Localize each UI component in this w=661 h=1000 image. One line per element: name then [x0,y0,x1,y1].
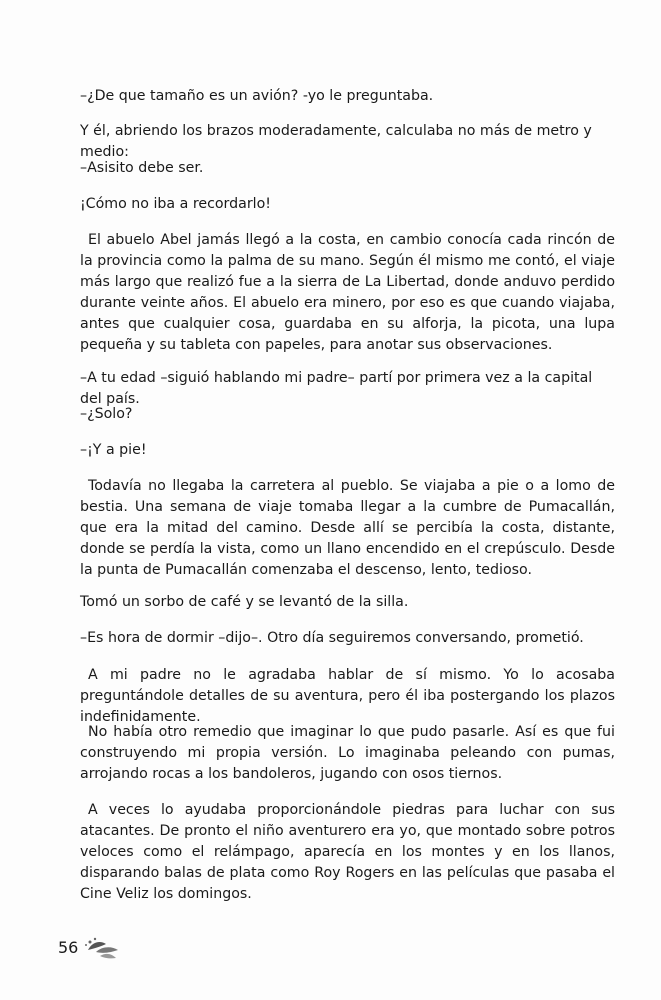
paragraph-dialogue-6: –Es hora de dormir –dijo–. Otro día seguiremos conversando, prometió. [80,630,584,646]
paragraph-imaginacion: No había otro remedio que imaginar lo que pudo pasarle. Así es que fui construyendo mi propia versión. Lo imaginaba peleando con pumas, arrojando rocas a los bandoleros, jugando con osos tiernos. [80,724,615,782]
paragraph-narration-1: Y él, abriendo los brazos moderadamente, calculaba no más de metro y medio: [80,123,592,160]
paragraph-dialogue-3: –A tu edad –siguió hablando mi padre– partí por primera vez a la capital del país. [80,370,593,407]
paragraph-pumacallan: Todavía no llegaba la carretera al pueblo. Se viajaba a pie o a lomo de bestia. Una semana de viaje tomaba llegar a la cumbre de Pumacallán, que era la mitad del camino. Desde allí se percibía la costa, distante, donde se perdía la vista, como un llano encendido en el crepúsculo. Desde la punta de Pumacallán comenzaba el descenso, lento, tedioso. [80,478,615,578]
paragraph-dialogue-1: –¿De que tamaño es un avión? -yo le preguntaba. [80,88,434,104]
paragraph-abuelo-abel: El abuelo Abel jamás llegó a la costa, en cambio conocía cada rincón de la provincia como la palma de su mano. Según él mismo me contó, el viaje más largo que realizó fue a la sierra de La Libertad, donde anduvo perdido durante veinte años. El abuelo era minero, por eso es que cuando viajaba, antes que cualquier cosa, guardaba en su alforja, la picota, una lupa pequeña y su tableta con papeles, para anotar sus observaciones. [80,232,615,353]
paragraph-dialogue-4: –¿Solo? [80,406,133,422]
paragraph-padre: A mi padre no le agradaba hablar de sí mismo. Yo lo acosaba preguntándole detalles de su aventura, pero él iba postergando los plazos indefinidamente. [80,667,615,725]
page-footer [58,934,122,960]
leaf-ornament-icon [82,934,122,960]
paragraph-narration-2: Tomó un sorbo de café y se levantó de la silla. [80,594,409,610]
paragraph-dialogue-2: –Asisito debe ser. [80,160,204,176]
paragraph-exclamation-1: ¡Cómo no iba a recordarlo! [80,196,271,212]
paragraph-aventura: A veces lo ayudaba proporcionándole piedras para luchar con sus atacantes. De pronto el niño aventurero era yo, que montado sobre potros veloces como el relámpago, aparecía en los montes y en los llanos, disparando balas de plata como Roy Rogers en las películas que pasaba el Cine Veliz los domingos. [80,802,615,902]
page-number: 56 [58,937,79,957]
paragraph-dialogue-5: –¡Y a pie! [80,442,147,458]
